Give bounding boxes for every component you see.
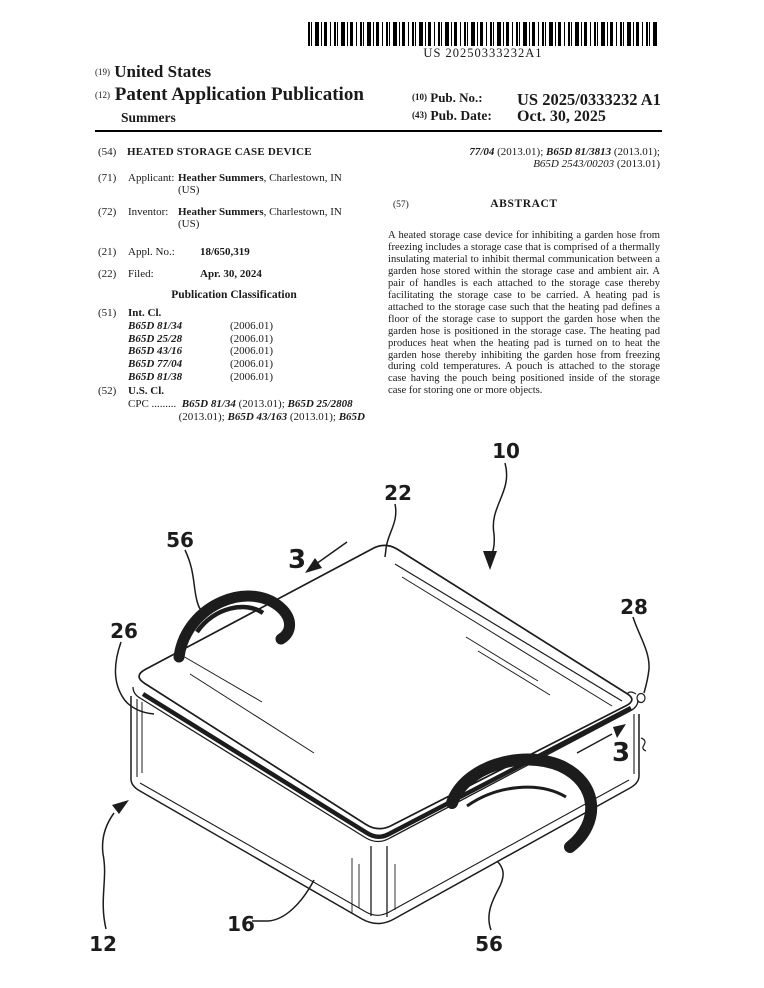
inid-57: (57) [393,200,409,210]
ref-label-16: 16 [227,912,255,936]
abstract-heading-row [388,198,660,210]
inventor-label: Inventor: [128,206,169,218]
inid-22: (22) [98,268,117,280]
country-name: United States [114,62,212,81]
inventor-value [178,206,374,231]
us-cl-label: U.S. Cl. [128,385,165,397]
barcode-number: US 20250333232A1 [423,46,543,60]
leader-28 [633,617,649,693]
int-cl-class: B65D 25/28 [128,332,183,345]
appl-no-value: 18/650,319 [200,246,250,258]
cpc-continuation [388,146,660,171]
filed-label: Filed: [128,268,154,280]
inventor-country: (US) [178,218,200,231]
arrowhead-12 [112,800,129,814]
inid-54: (54) [98,146,117,158]
cpc-version: (2013.01); [178,410,228,423]
int-cl-version: (2006.01) [230,358,274,371]
int-cl-version: (2006.01) [230,345,274,358]
cpc-version: (2013.01); [494,146,547,158]
arrowhead-3-top [305,558,322,573]
author-surname: Summers [121,110,176,125]
int-cl-label: Int. Cl. [128,307,162,319]
pub-date-label: Pub. Date: [430,108,492,123]
reference-numerals [89,439,648,956]
arrowhead-10 [483,551,497,570]
ref-label-12: 12 [89,932,117,956]
case-body [131,692,646,924]
leader-56-top [185,550,206,615]
cpc-class: B65D 25/2808 [287,398,353,410]
int-cl-version: (2006.01) [230,370,274,383]
barcode [308,22,658,46]
inventor-name: Heather Summers [178,206,264,218]
ref-label-22: 22 [384,481,412,505]
ref-label-26: 26 [110,619,138,643]
cpc-version: (2013.01); [235,398,288,410]
inid-72: (72) [98,206,117,218]
inid-10: (10) [412,92,427,102]
appl-no-label: Appl. No.: [128,246,175,258]
inid-52: (52) [98,385,117,397]
inid-71: (71) [98,172,117,184]
abstract-text: A heated storage case device for inhibiting a garden hose from freezing includes a storage case that is comprised of a thermally insulating material to inhibit thermal communication between a garden hose stored within the storage case and ambient air. A pair of handles is each attached to the storage case thereby facilitating the storage case to be carried. A heating pad is attached to the storage case such that the heating pad defines a floor of the storage case to support the garden hose when the garden hose is positioned in the storage case. The heating pad produces heat when the heating pad is turned on to heat the garden hose thereby inhibiting the garden hose from freezing during cold temperatures. A pouch is attached to the storage case having the pouch being positioned inside of the storage case for storing one or more objects. [388,230,660,397]
section-label-3-top: 3 [287,545,307,575]
pub-no-line [412,90,662,109]
cpc-class: B65D 43/163 [227,410,288,423]
cpc-version: (2013.01); [287,410,339,423]
cpc-text [128,398,353,410]
ref-label-10: 10 [492,439,520,463]
filed-date-value: Apr. 30, 2024 [200,268,262,280]
leader-56-bottom [489,861,503,930]
cpc-label: CPC [128,398,149,410]
arrowhead-3-bottom [613,724,626,738]
applicant-value [178,172,374,197]
left-handle [179,596,290,657]
applicant-label: Applicant: [128,172,175,184]
ref-label-28: 28 [620,595,648,619]
kind-line [95,84,364,106]
inid-12: (12) [95,90,110,100]
applicant-name: Heather Summers [178,172,264,184]
cpc-version: (2013.01) [614,158,660,171]
int-cl-class: B65D 43/16 [128,345,183,358]
int-cl-class: B65D 81/34 [128,320,183,332]
pub-no-value: US 2025/0333232 A1 [517,90,661,109]
inid-51: (51) [98,307,117,319]
case-lid [133,545,638,841]
applicant-location: , Charlestown, IN [263,172,342,184]
country-line [95,62,211,82]
cpc-class: 77/04 [469,146,495,158]
cpc-class: B65D [338,410,365,423]
pub-date-line [412,108,662,124]
leader-22 [385,504,396,557]
cpc-class: B65D 2543/00203 [533,158,615,171]
publication-classification-heading: Publication Classification [171,289,297,301]
section-label-3-bottom: 3 [611,738,631,768]
int-cl-class: B65D 81/38 [128,370,183,383]
ref-label-56-bottom: 56 [475,932,503,956]
cpc-version: (2013.01); [611,146,660,158]
inid-21: (21) [98,246,117,258]
ref-label-56-top: 56 [166,528,194,552]
cpc-dots: ......... [151,398,177,410]
corner-hinge [637,694,645,703]
pub-date-label-group [412,108,492,124]
section-line-3-top [316,542,347,564]
cpc-class: B65D 81/34 [181,398,236,410]
applicant-country: (US) [178,184,200,197]
patent-figure [0,430,764,988]
pub-no-label: Pub. No.: [430,90,483,105]
int-cl-version: (2006.01) [230,320,274,332]
publication-kind: Patent Application Publication [114,84,364,105]
cpc-class: B65D 81/3813 [546,146,612,158]
abstract-heading: ABSTRACT [490,198,558,210]
right-handle [452,760,591,847]
int-cl-version: (2006.01) [230,332,274,345]
inid-19: (19) [95,67,110,77]
invention-title: HEATED STORAGE CASE DEVICE [127,146,312,158]
leader-12 [103,813,114,929]
cpc-line-2 [95,411,365,423]
header-divider [95,130,662,132]
int-cl-class: B65D 77/04 [128,358,183,371]
inventor-location: , Charlestown, IN [263,206,342,218]
pub-date-value: Oct. 30, 2025 [517,108,606,125]
inid-43: (43) [412,110,427,120]
leader-10 [491,463,507,556]
